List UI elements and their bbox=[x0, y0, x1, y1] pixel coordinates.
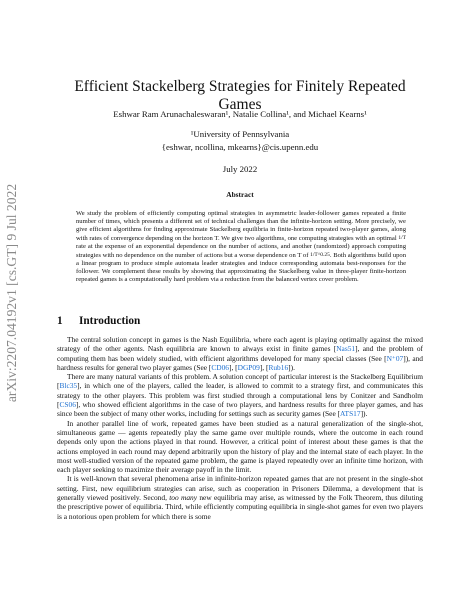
citation-link[interactable]: CD06 bbox=[211, 362, 229, 372]
abstract-heading: Abstract bbox=[226, 190, 254, 199]
author-list: Eshwar Ram Arunachaleswaran¹, Natalie Collina¹, and Michael Kearns¹ bbox=[113, 109, 367, 119]
inline-fraction: 1/T bbox=[398, 234, 406, 241]
paragraph-text: ]), and hardness results for general two player games (See [ bbox=[57, 353, 423, 372]
paragraph-text: ]). bbox=[288, 362, 295, 372]
paragraph bbox=[57, 474, 423, 520]
arxiv-identifier: arXiv:2207.04192v1 [cs.GT] 9 Jul 2022 bbox=[4, 183, 20, 403]
citation-link[interactable]: Nas51 bbox=[336, 344, 356, 354]
affiliation: ¹University of Pennsylvania bbox=[190, 129, 290, 139]
paragraph bbox=[57, 335, 423, 372]
citation-link[interactable]: Rub16 bbox=[268, 362, 289, 372]
paragraph: In another parallel line of work, repeated games have been studied as a natural generalization of the single-shot, simultaneous game — agents repeatedly play the same game over multiple rounds, where the outcome in each round depends only upon the actions played in that round. However, a critical point of interest about these games is that the actions employed in each round may depend arbitrarily upon the history of play and the internal state of each player. In the most well-studied version of the repeated game problem, the game is played repeatedly over an infinite time horizon, with each player seeking to maximize their average payoff in the limit. bbox=[57, 418, 423, 475]
paragraph-text: There are many natural variants of this problem. A solution concept of particular interest is the Stackelberg Equilibrium [ bbox=[57, 372, 423, 391]
paper-date: July 2022 bbox=[222, 164, 258, 174]
arxiv-sidebar-stamp bbox=[2, 158, 22, 428]
abstract-body bbox=[76, 210, 406, 285]
inline-fraction: 1/T^0.25 bbox=[310, 252, 330, 259]
affiliation-block bbox=[60, 128, 420, 154]
abstract-text: rate at the expense of an exponential dependence on the number of actions, and another (randomized) approach computing strategies with no dependence on the number of actions but a worse dependence on T of bbox=[76, 242, 406, 260]
paragraph-text: ]). bbox=[360, 409, 368, 419]
paragraph-text: ], in which one of the players, called the leader, is allowed to commit to a strategy first, and communicates this strategy to the other players. This problem was first studied through a computational lens by Conitzer and Sandholm [ bbox=[57, 381, 423, 410]
section-heading bbox=[57, 314, 140, 328]
paragraph-text: It is well-known that several phenomena arise in infinite-horizon repeated games that are not present in the single-shot setting. First, new equilibrium strategies can arise, such as cooperation in Prisoners Dilemma, a development that is generally viewed positively. Second, bbox=[57, 474, 423, 503]
paragraph-text: ], and the problem of computing them has been widely studied, with efficient algorithms developed for many special classes (See [ bbox=[57, 344, 424, 363]
paragraph bbox=[57, 372, 423, 418]
section-number: 1 bbox=[57, 315, 63, 327]
paragraph-text: ], [ bbox=[229, 362, 238, 372]
paragraph-text: new equilibria may arise, as witnessed by the Folk Theorem, thus diluting the prescriptive power of equilibria. Third, while efficiently computing equilibria in single-shot games for even two players is a notorious open problem for which there is some bbox=[57, 493, 424, 521]
paragraph-text: The central solution concept in games is the Nash Equilibria, where each agent is playing optimally against the mixed strategy of the other agents. Nash equilibria are known to always exist in finite games [ bbox=[57, 335, 423, 354]
section-title: Introduction bbox=[79, 315, 141, 327]
citation-link[interactable]: N⁺07 bbox=[386, 353, 404, 363]
paragraph-text: ], [ bbox=[259, 362, 269, 372]
emphasis-text: too many bbox=[169, 493, 198, 503]
paragraph-text: ], who showed efficient algorithms in the case of two players, and hardness results for three player games, and has since been the subject of many other works, including for settings such as security games (See [ bbox=[57, 400, 423, 419]
abstract-text: We study the problem of efficiently computing optimal strategies in asymmetric leader-follower games repeated a finite number of times, which presents a different set of technical challenges than the infinite-horizon setting. More precisely, we give efficient algorithms for finding approximate Stackelberg equilibria in finite-horizon repeated two-player games, along with rates of convergence depending on the horizon T. We give two algorithms, one computing strategies with an optimal bbox=[76, 209, 406, 242]
introduction-body bbox=[57, 335, 423, 521]
citation-link[interactable]: Blc35 bbox=[59, 381, 78, 391]
citation-link[interactable]: ATS17 bbox=[340, 409, 361, 419]
abstract-text: . Both algorithms build upon a linear program to produce simple automata leader strategies and induce corresponding automata best-responses for the follower. We complement these results by showing that approximating the Stackelberg value in three-player finite-horizon repeated games is a computationally hard problem via a reduction from the balanced vertex cover problem. bbox=[76, 252, 406, 284]
author-emails: {eshwar, ncollina, mkearns}@cis.upenn.edu bbox=[161, 142, 319, 152]
citation-link[interactable]: CS06 bbox=[59, 400, 76, 410]
paper-title: Efficient Stackelberg Strategies for Finitely Repeated Games bbox=[74, 78, 406, 113]
citation-link[interactable]: DGP09 bbox=[237, 362, 260, 372]
